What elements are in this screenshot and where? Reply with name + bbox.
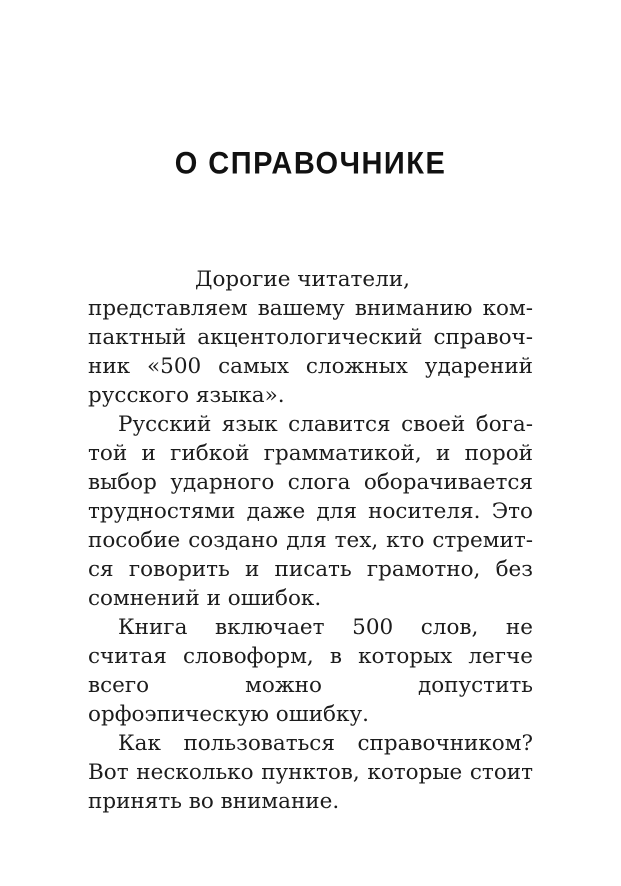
paragraph-intro: представляем вашему вниманию компактный акцентологический справочник «500 самых сложных ударений русского языка». — [88, 296, 533, 408]
paragraph-how-to-use: Как пользоваться справочником? Вот несколько пунктов, которые стоит принять во внимание. — [88, 731, 533, 814]
page-title: О СПРАВОЧНИКЕ — [174, 146, 447, 182]
paragraph-language: Русский язык славится своей богатой и гибкой грамматикой, и порой выбор ударного слога оборачивается трудностями даже для носителя. Это пособие создано для тех, кто стремится говорить и писать грамотно, без сомнений и ошибок. — [88, 412, 533, 611]
body-text — [88, 265, 533, 816]
paragraph-book-contents: Книга включает 500 слов, не считая словоформ, в которых легче всего можно допустить орфоэпическую ошибку. — [88, 615, 533, 727]
salutation-line: Дорогие читатели, — [195, 267, 410, 292]
